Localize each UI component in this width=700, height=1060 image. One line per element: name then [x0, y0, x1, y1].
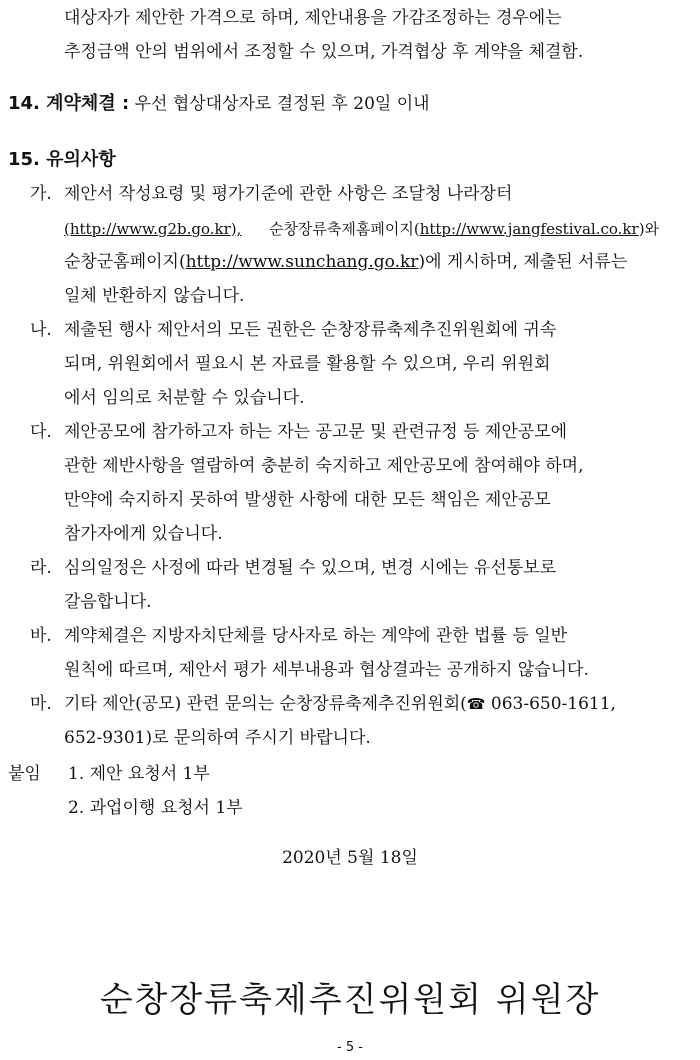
intro-line-1 — [64, 6, 676, 30]
item-ma-text: 기타 제안(공모) 관련 문의는 순창장류축제추진위원회( — [64, 694, 467, 714]
item-ga-mid-text: 순창장류축제홈페이지( — [268, 220, 420, 238]
signer-title: 순창장류축제추진위원회 위원장 — [99, 980, 601, 1020]
item-ga-line3-post: )에 게시하며, 제출된 서류는 — [418, 252, 628, 272]
section-14-text: 우선 협상대상자로 결정된 후 20일 이내 — [129, 94, 430, 114]
intro-text-2: 추정금액 안의 범위에서 조정할 수 있으며, 가격협상 후 계약을 체결함. — [64, 42, 584, 62]
item-ba-marker: 바. — [30, 626, 52, 646]
item-ga-line-1: 제안서 작성요령 및 평가기준에 관한 사항은 조달청 나라장터 — [64, 184, 513, 204]
item-na-line-2: 되며, 위원회에서 필요시 본 자료를 활용할 수 있으며, 우리 위원회 — [64, 354, 551, 374]
item-ga-line-3 — [64, 250, 676, 274]
item-da-marker: 다. — [30, 422, 52, 442]
section-14-title: 14. 계약체결 : — [8, 93, 130, 114]
item-da-line-2: 관한 제반사항을 열람하여 충분히 숙지하고 제안공모에 참여해야 하며, — [64, 456, 584, 476]
item-ra-line-2: 갈음합니다. — [64, 592, 152, 612]
section-14 — [8, 92, 430, 116]
page-number: - 5 - — [337, 1040, 363, 1055]
item-na-line-3: 에서 임의로 처분할 수 있습니다. — [64, 388, 305, 408]
item-ma-line-2: 652-9301)로 문의하여 주시기 바랍니다. — [64, 728, 371, 748]
attachment-item-1: 1. 제안 요청서 1부 — [68, 764, 210, 784]
item-na-marker: 나. — [30, 320, 52, 340]
item-ma-line-1 — [64, 692, 616, 716]
attachment-item-2: 2. 과업이행 요청서 1부 — [68, 798, 243, 818]
item-ga-line3-pre: 순창군홈페이지( — [64, 252, 186, 272]
jangfestival-link[interactable]: http://www.jangfestival.co.kr — [419, 220, 639, 238]
item-ba-line-2: 원칙에 따르며, 제안서 평가 세부내용과 협상결과는 공개하지 않습니다. — [64, 660, 589, 680]
item-ma-phone: 063-650-1611, — [485, 694, 616, 714]
item-ma-marker: 마. — [30, 694, 52, 714]
item-ra-marker: 라. — [30, 558, 52, 578]
g2b-link[interactable]: (http://www.g2b.go.kr), — [64, 220, 242, 238]
section-15-title: 15. 유의사항 — [8, 149, 116, 170]
item-ga-end-text: )와 — [638, 220, 660, 238]
intro-line-2 — [64, 40, 676, 64]
item-ga-marker: 가. — [30, 184, 52, 204]
item-ba-line-1: 계약체결은 지방자치단체를 당사자로 하는 계약에 관한 법률 등 일반 — [64, 626, 568, 646]
item-da-line-1: 제안공모에 참가하고자 하는 자는 공고문 및 관련규정 등 제안공모에 — [64, 422, 568, 442]
item-ra-line-1: 심의일정은 사정에 따라 변경될 수 있으며, 변경 시에는 유선통보로 — [64, 558, 557, 578]
item-ga-line-2 — [64, 217, 659, 241]
attachments-label: 붙임 — [8, 764, 41, 784]
document-date: 2020년 5월 18일 — [282, 848, 418, 868]
intro-text-1: 대상자가 제안한 가격으로 하며, 제안내용을 가감조정하는 경우에는 — [64, 8, 562, 28]
item-na-line-1: 제출된 행사 제안서의 모든 권한은 순창장류축제추진위원회에 귀속 — [64, 320, 557, 340]
item-ga-line-4: 일체 반환하지 않습니다. — [64, 286, 245, 306]
phone-icon: ☎ — [466, 695, 486, 713]
item-da-line-4: 참가자에게 있습니다. — [64, 524, 223, 544]
sunchang-link[interactable]: http://www.sunchang.go.kr — [185, 252, 419, 272]
item-da-line-3: 만약에 숙지하지 못하여 발생한 사항에 대한 모든 책임은 제안공모 — [64, 490, 551, 510]
